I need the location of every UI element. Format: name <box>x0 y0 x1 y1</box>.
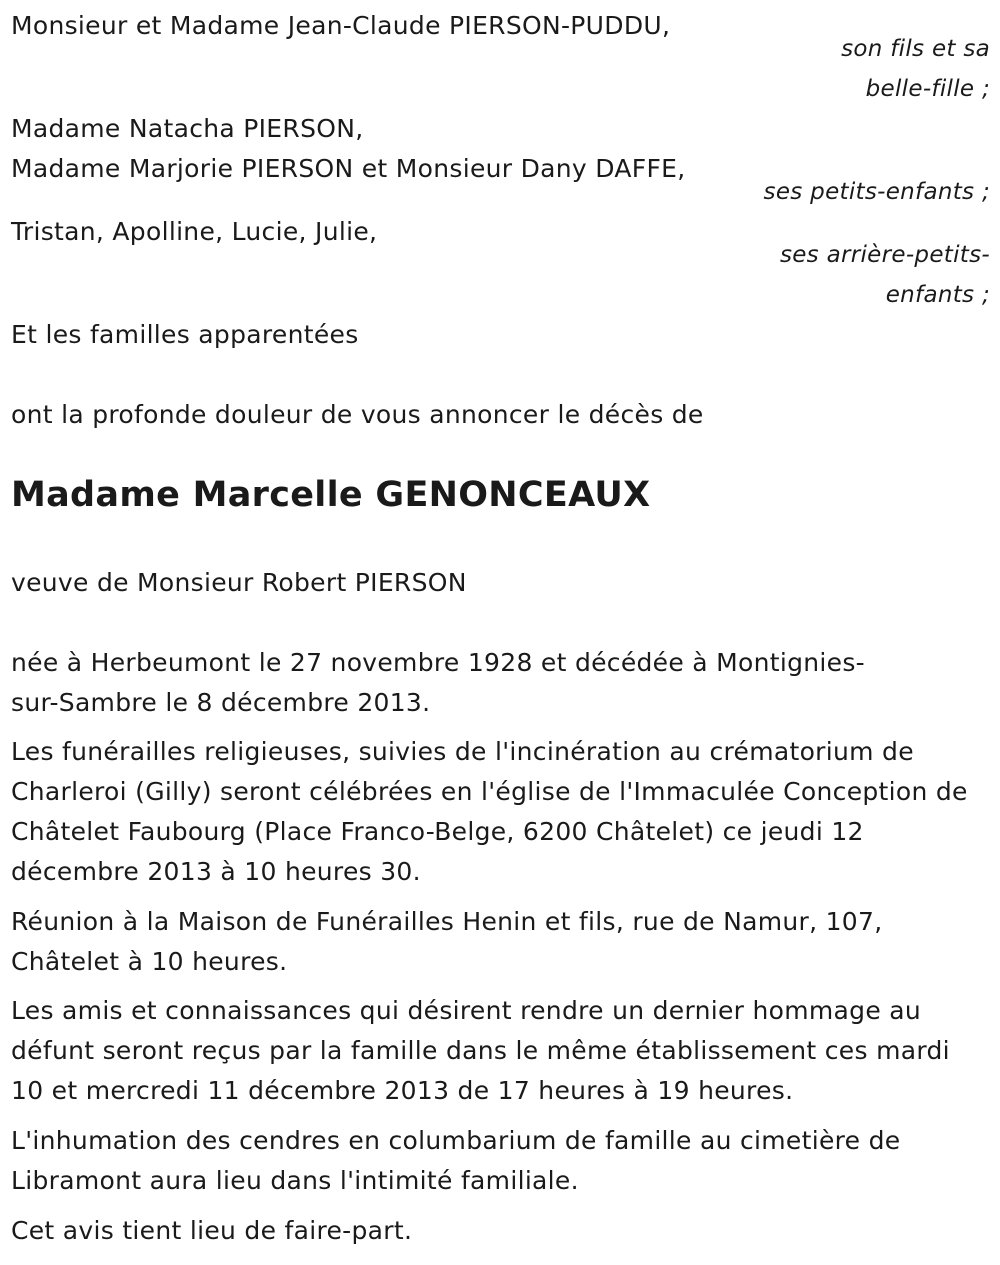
son-names: Monsieur et Madame Jean-Claude PIERSON-PUDDU, <box>11 11 671 40</box>
son-relation-line1: son fils et sa <box>841 36 990 62</box>
son-relation-line2: belle-fille ; <box>865 76 990 102</box>
meeting-paragraph: Réunion à la Maison de Funérailles Henin et fils, rue de Namur, 107, Châtelet à 10 heures. <box>11 907 883 976</box>
visitation-paragraph: Les amis et connaissances qui désirent rendre un dernier hommage au défunt seront reçus par la famille dans le même établissement ces mardi 10 et mercredi 11 décembre 2013 de 17 heures à 19 heures. <box>11 996 950 1105</box>
great-grandchildren-relation-line2: enfants ; <box>885 282 990 308</box>
birth-death-line1: née à Herbeumont le 27 novembre 1928 et décédée à Montignies- <box>11 648 866 677</box>
great-grandchildren-relation-line1: ses arrière-petits- <box>779 242 990 268</box>
grandchildren-relation: ses petits-enfants ; <box>763 179 990 205</box>
birth-death-line2: sur-Sambre le 8 décembre 2013. <box>11 688 431 717</box>
great-grandchildren-names: Tristan, Apolline, Lucie, Julie, <box>11 217 378 246</box>
funeral-paragraph: Les funérailles religieuses, suivies de l'incinération au crématorium de Charleroi (Gilly) seront célébrées en l'église de l'Immaculée Conception de Châtelet Faubourg (Place Franco-Belge, 6200 Châtelet) ce jeudi 12 décembre 2013 à 10 heures 30. <box>11 737 968 886</box>
related-families: Et les familles apparentées <box>11 320 359 349</box>
inhumation-paragraph: L'inhumation des cendres en columbarium de famille au cimetière de Libramont aura lieu dans l'intimité familiale. <box>11 1126 901 1195</box>
deceased-name: Madame Marcelle GENONCEAUX <box>11 475 651 515</box>
closing-paragraph: Cet avis tient lieu de faire-part. <box>11 1216 413 1245</box>
grandchild-name-2: Madame Marjorie PIERSON et Monsieur Dany DAFFE, <box>11 154 686 183</box>
grandchild-name-1: Madame Natacha PIERSON, <box>11 114 364 143</box>
announcement-text: ont la profonde douleur de vous annoncer le décès de <box>11 400 704 429</box>
widow-of: veuve de Monsieur Robert PIERSON <box>11 568 467 597</box>
